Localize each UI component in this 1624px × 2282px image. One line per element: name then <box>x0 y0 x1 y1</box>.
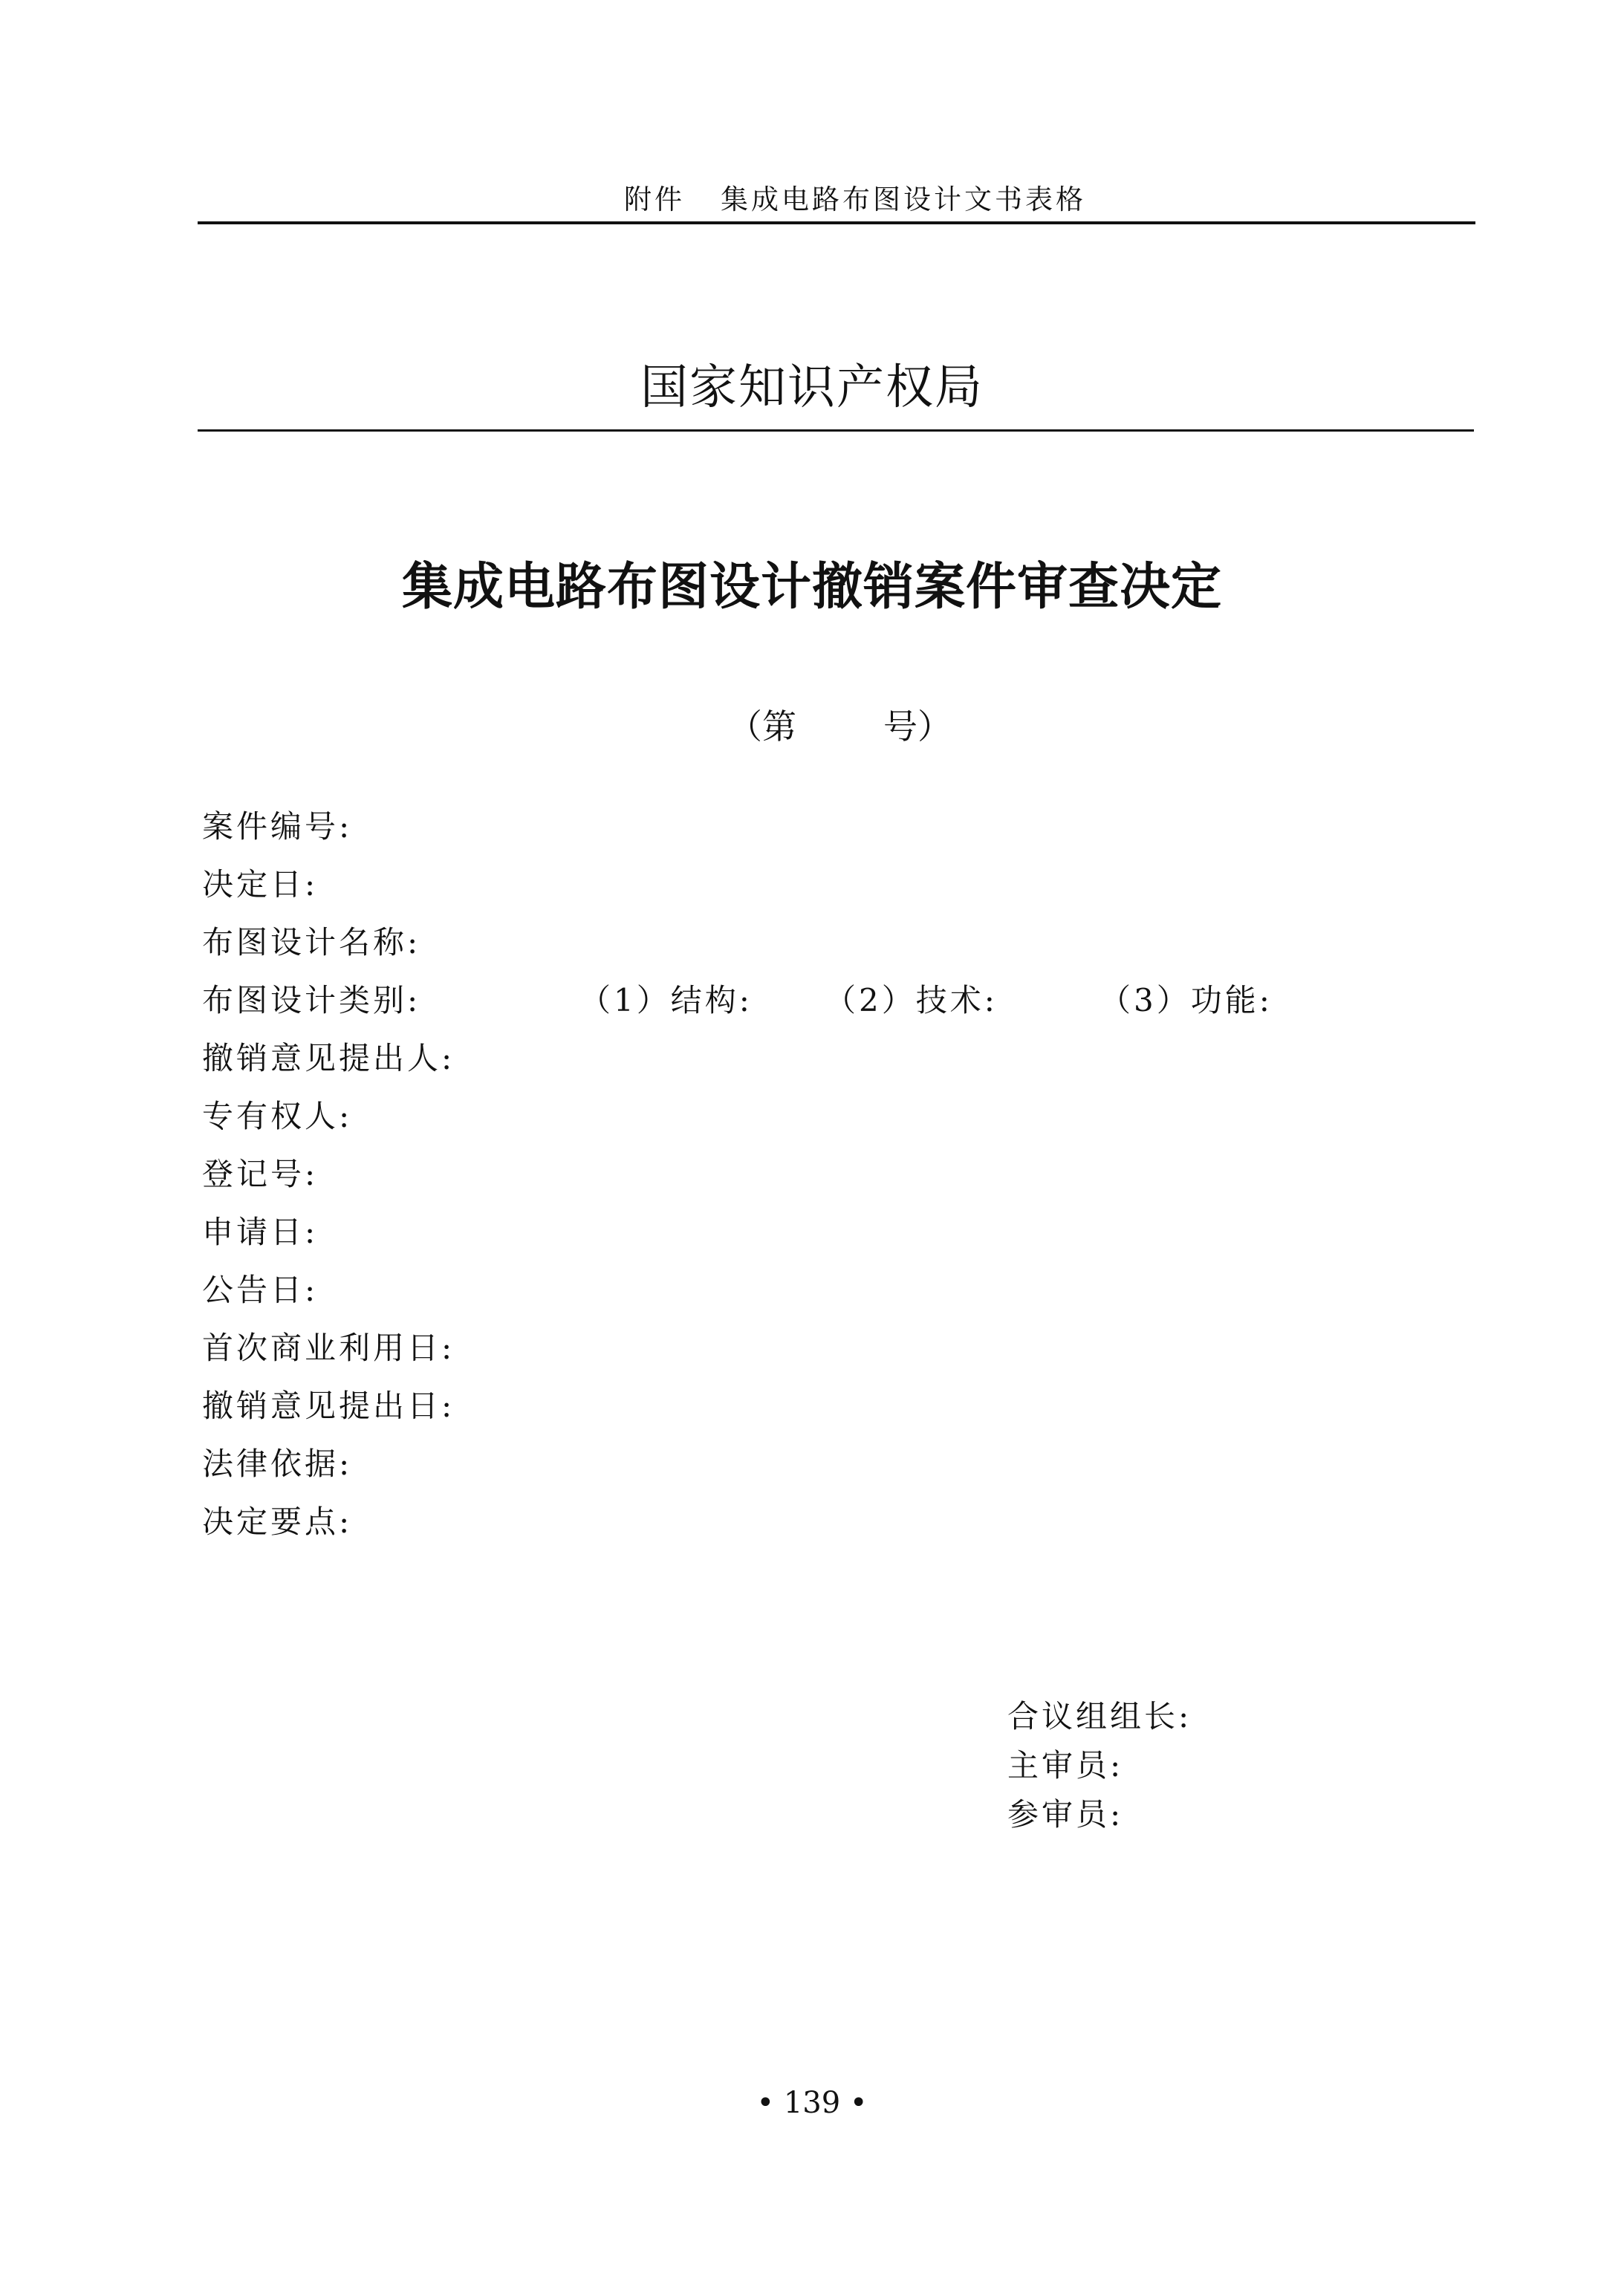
category-technology: （2）技术: <box>825 982 998 1018</box>
signature-chief-examiner: 主审员: <box>1007 1747 1124 1784</box>
header-rule <box>198 221 1475 224</box>
field-announcement-date: 公告日: <box>202 1272 319 1308</box>
field-design-category: 布图设计类别: <box>202 982 421 1018</box>
field-decision-date: 决定日: <box>202 866 319 903</box>
category-structure: （1）结构: <box>579 982 753 1018</box>
agency-rule <box>198 429 1474 432</box>
field-first-commercial-use-date: 首次商业利用日: <box>202 1330 455 1366</box>
category-function: （3）功能: <box>1100 982 1273 1018</box>
field-design-name: 布图设计名称: <box>202 924 421 960</box>
page-number: • 139 • <box>756 2086 868 2120</box>
header-section-title: 集成电路布图设计文书表格 <box>721 183 1086 215</box>
agency-name: 国家知识产权局 <box>640 360 984 415</box>
field-case-number: 案件编号: <box>202 808 353 845</box>
document-number: （第 号） <box>728 706 952 747</box>
running-header <box>624 177 1086 217</box>
field-revocation-requester: 撤销意见提出人: <box>202 1040 455 1076</box>
signature-assistant-examiner: 参审员: <box>1007 1796 1124 1833</box>
field-legal-basis: 法律依据: <box>202 1446 353 1482</box>
signature-panel-leader: 合议组组长: <box>1007 1698 1192 1735</box>
header-section-label: 附件 <box>624 183 685 215</box>
field-right-holder: 专有权人: <box>202 1098 353 1134</box>
field-registration-number: 登记号: <box>202 1156 319 1192</box>
field-application-date: 申请日: <box>202 1214 319 1250</box>
field-revocation-request-date: 撤销意见提出日: <box>202 1388 455 1424</box>
document-title: 集成电路布图设计撤销案件审查决定 <box>401 557 1222 617</box>
field-decision-points: 决定要点: <box>202 1504 353 1540</box>
